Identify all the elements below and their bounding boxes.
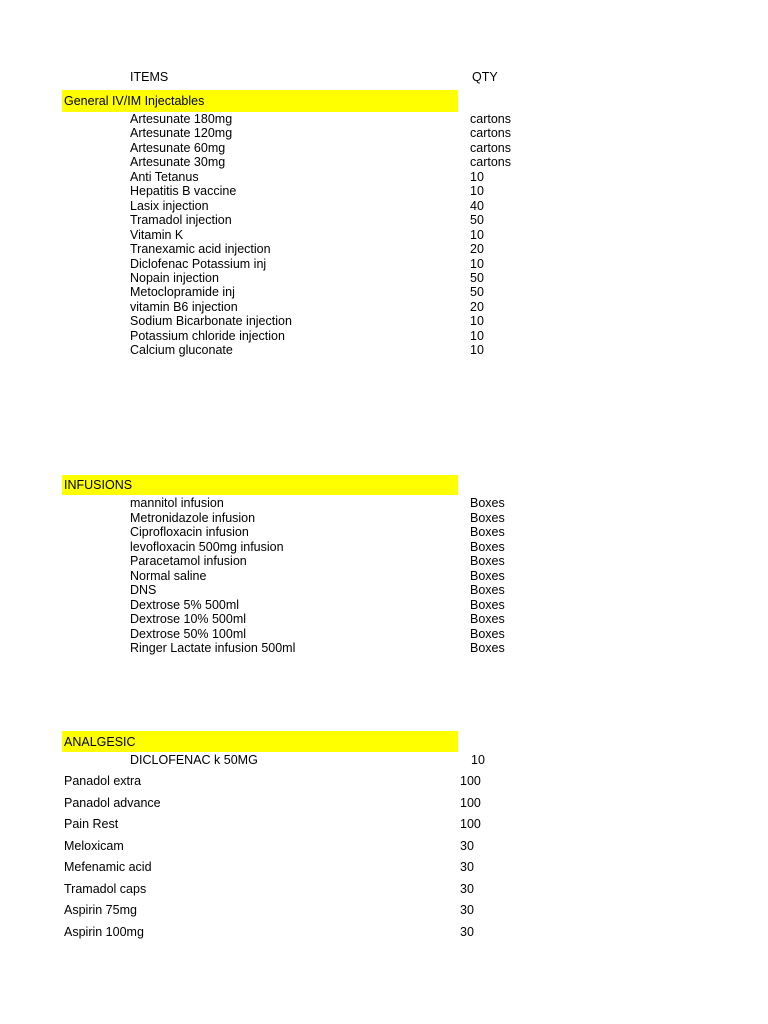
item-qty: Boxes — [470, 597, 505, 612]
item-name: Tranexamic acid injection — [130, 242, 271, 257]
item-name: Normal saline — [130, 568, 207, 583]
item-qty: cartons — [470, 112, 511, 126]
item-name: Tramadol caps — [64, 881, 147, 896]
item-qty: Boxes — [470, 496, 505, 510]
item-qty: 30 — [460, 903, 474, 917]
item-name: Aspirin 75mg — [64, 903, 137, 917]
item-qty: 10 — [470, 314, 484, 329]
item-name: Metoclopramide inj — [130, 285, 235, 300]
item-name: mannitol infusion — [130, 496, 224, 510]
item-qty: cartons — [470, 155, 511, 170]
item-name: Artesunate 180mg — [130, 112, 233, 126]
item-name: Panadol extra — [64, 774, 142, 788]
item-name: Anti Tetanus — [130, 169, 199, 184]
item-qty: 10 — [470, 169, 484, 184]
item-qty: Boxes — [470, 510, 505, 525]
item-qty: 100 — [460, 817, 481, 831]
item-qty: Boxes — [470, 554, 505, 568]
item-qty: 30 — [460, 881, 474, 896]
section-header-infusions — [62, 475, 458, 495]
item-name: Artesunate 30mg — [130, 155, 226, 170]
item-name: Dextrose 10% 500ml — [130, 612, 247, 626]
item-qty: cartons — [470, 140, 511, 155]
item-qty: 10 — [470, 343, 484, 358]
item-qty: 10 — [470, 184, 484, 199]
section-title: ANALGESIC — [64, 734, 136, 749]
analgesic-first-item-qty: 10 — [471, 753, 485, 767]
item-name: Diclofenac Potassium inj — [130, 256, 267, 271]
item-qty: 30 — [460, 838, 474, 853]
item-qty: 50 — [470, 285, 484, 300]
item-name: Sodium Bicarbonate injection — [130, 314, 292, 329]
item-qty: cartons — [470, 126, 511, 141]
item-qty: Boxes — [470, 626, 505, 641]
item-qty: Boxes — [470, 641, 505, 655]
item-qty: Boxes — [470, 539, 505, 554]
analgesic-first-item-name: DICLOFENAC k 50MG — [130, 753, 258, 767]
item-name: Pain Rest — [64, 817, 119, 831]
item-qty: 50 — [470, 213, 484, 228]
section-header-analgesic — [62, 731, 458, 752]
item-name: Hepatitis B vaccine — [130, 184, 237, 199]
item-name: Lasix injection — [130, 198, 209, 213]
item-qty: Boxes — [470, 583, 505, 597]
item-name: Artesunate 60mg — [130, 140, 226, 155]
item-qty: 20 — [470, 242, 484, 257]
item-name: Dextrose 50% 100ml — [130, 626, 247, 641]
item-qty: Boxes — [470, 525, 505, 539]
item-qty: 10 — [470, 328, 484, 343]
item-name: DNS — [130, 583, 157, 597]
item-qty: 20 — [470, 299, 484, 314]
item-qty: 100 — [460, 795, 481, 810]
item-name: Panadol advance — [64, 795, 161, 810]
section-title: INFUSIONS — [64, 478, 133, 492]
item-name: Vitamin K — [130, 227, 184, 242]
item-name: Meloxicam — [64, 838, 124, 853]
item-name: Potassium chloride injection — [130, 328, 285, 343]
item-name: levofloxacin 500mg infusion — [130, 539, 284, 554]
item-name: Paracetamol infusion — [130, 554, 247, 568]
item-name: Mefenamic acid — [64, 860, 152, 874]
item-name: Dextrose 5% 500ml — [130, 597, 240, 612]
item-name: Ringer Lactate infusion 500ml — [130, 641, 296, 655]
item-qty: 50 — [470, 270, 484, 285]
item-qty: 40 — [470, 198, 484, 213]
section-header-injectables — [62, 90, 458, 112]
item-qty: 30 — [460, 924, 474, 939]
item-name: Ciprofloxacin infusion — [130, 525, 249, 539]
items-column-header: ITEMS — [130, 70, 169, 84]
item-name: vitamin B6 injection — [130, 299, 238, 314]
item-qty: 100 — [460, 774, 481, 788]
item-name: Artesunate 120mg — [130, 126, 233, 141]
item-qty: 10 — [470, 256, 484, 271]
section-title: General IV/IM Injectables — [64, 94, 205, 108]
item-qty: Boxes — [470, 612, 505, 626]
item-name: Aspirin 100mg — [64, 924, 144, 939]
item-name: Metronidazole infusion — [130, 510, 256, 525]
item-name: Calcium gluconate — [130, 343, 233, 358]
qty-column-header: QTY — [472, 70, 498, 84]
item-qty: Boxes — [470, 568, 505, 583]
item-name: Tramadol injection — [130, 213, 232, 228]
item-qty: 30 — [460, 860, 474, 874]
item-name: Nopain injection — [130, 270, 219, 285]
item-qty: 10 — [470, 227, 484, 242]
